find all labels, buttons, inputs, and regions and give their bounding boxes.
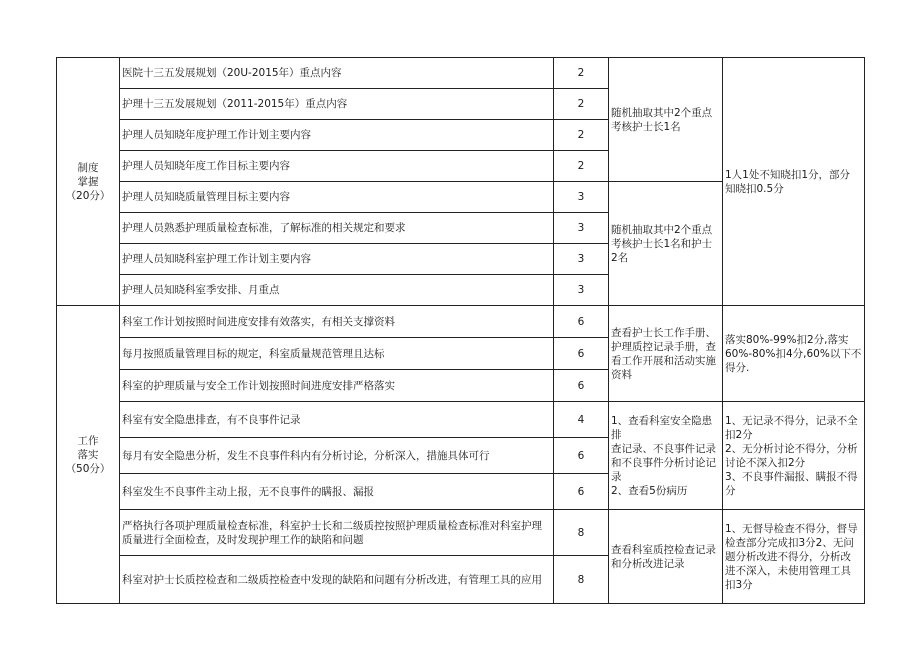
category-cell: 工作 落实 （50分）	[57, 306, 120, 604]
item-text: 科室有安全隐患排查，有不良事件记录	[120, 402, 554, 438]
item-score: 2	[554, 58, 609, 89]
item-text: 科室的护理质量与安全工作计划按照时间进度安排严格落实	[120, 370, 554, 402]
item-score: 6	[554, 306, 609, 338]
item-score: 3	[554, 182, 609, 213]
table-row	[57, 510, 865, 556]
item-score: 2	[554, 89, 609, 120]
rule-cell: 1、无记录不得分，记录不全 扣2分 2、无分析讨论不得分，分析 讨论不深入扣2分 3、不良事件漏报、瞒报不得 分	[723, 402, 865, 510]
item-text: 科室发生不良事件主动上报，无不良事件的瞒报、漏报	[120, 474, 554, 510]
item-text: 护理十三五发展规划（2011-2015年）重点内容	[120, 89, 554, 120]
item-text: 护理人员知晓质量管理目标主要内容	[120, 182, 554, 213]
table-row	[57, 306, 865, 338]
item-text: 严格执行各项护理质量检查标准，科室护士长和二级质控按照护理质量检查标准对科室护理质量进行全面检查，及时发现护理工作的缺陷和问题	[120, 510, 554, 556]
table-row	[57, 58, 865, 89]
method-cell: 1、查看科室安全隐患排 查记录、不良事件记录 和不良事件分析讨论记 录 2、查看5份病历	[609, 402, 723, 510]
item-score: 6	[554, 438, 609, 474]
item-score: 3	[554, 275, 609, 306]
rule-cell: 落实80%-99%扣2分,落实 60%-80%扣4分,60%以下不 得分.	[723, 306, 865, 402]
item-score: 4	[554, 402, 609, 438]
item-score: 8	[554, 510, 609, 556]
method-cell: 随机抽取其中2个重点 考核护士长1名	[609, 58, 723, 182]
item-score: 6	[554, 370, 609, 402]
rule-cell: 1、无督导检查不得分，督导 检查部分完成扣3分2、无问 题分析改进不得分，分析改 进不深入，未使用管理工具 扣3分	[723, 510, 865, 604]
item-text: 科室工作计划按照时间进度安排有效落实，有相关支撑资料	[120, 306, 554, 338]
item-text: 每月有安全隐患分析，发生不良事件科内有分析讨论，分析深入，措施具体可行	[120, 438, 554, 474]
method-cell: 查看科室质控检查记录 和分析改进记录	[609, 510, 723, 604]
method-cell: 随机抽取其中2个重点 考核护士长1名和护士 2名	[609, 182, 723, 306]
evaluation-table	[56, 57, 865, 604]
item-score: 2	[554, 151, 609, 182]
table-row	[57, 402, 865, 438]
item-text: 护理人员熟悉护理质量检查标准，了解标准的相关规定和要求	[120, 213, 554, 244]
item-text: 护理人员知晓科室护理工作计划主要内容	[120, 244, 554, 275]
method-cell: 查看护士长工作手册、 护理质控记录手册，查 看工作开展和活动实施 资料	[609, 306, 723, 402]
item-text: 医院十三五发展规划（20U-2015年）重点内容	[120, 58, 554, 89]
item-text: 护理人员知晓科室季安排、月重点	[120, 275, 554, 306]
item-score: 8	[554, 556, 609, 604]
item-score: 3	[554, 213, 609, 244]
item-text: 每月按照质量管理目标的规定，科室质量规范管理且达标	[120, 338, 554, 370]
item-text: 护理人员知晓年度工作目标主要内容	[120, 151, 554, 182]
item-text: 护理人员知晓年度护理工作计划主要内容	[120, 120, 554, 151]
rule-cell: 1人1处不知晓扣1分，部分 知晓扣0.5分	[723, 58, 865, 306]
item-score: 6	[554, 338, 609, 370]
item-score: 3	[554, 244, 609, 275]
item-score: 6	[554, 474, 609, 510]
item-text: 科室对护士长质控检查和二级质控检查中发现的缺陷和问题有分析改进，有管理工具的应用	[120, 556, 554, 604]
category-cell: 制度 掌握 （20分）	[57, 58, 120, 306]
item-score: 2	[554, 120, 609, 151]
